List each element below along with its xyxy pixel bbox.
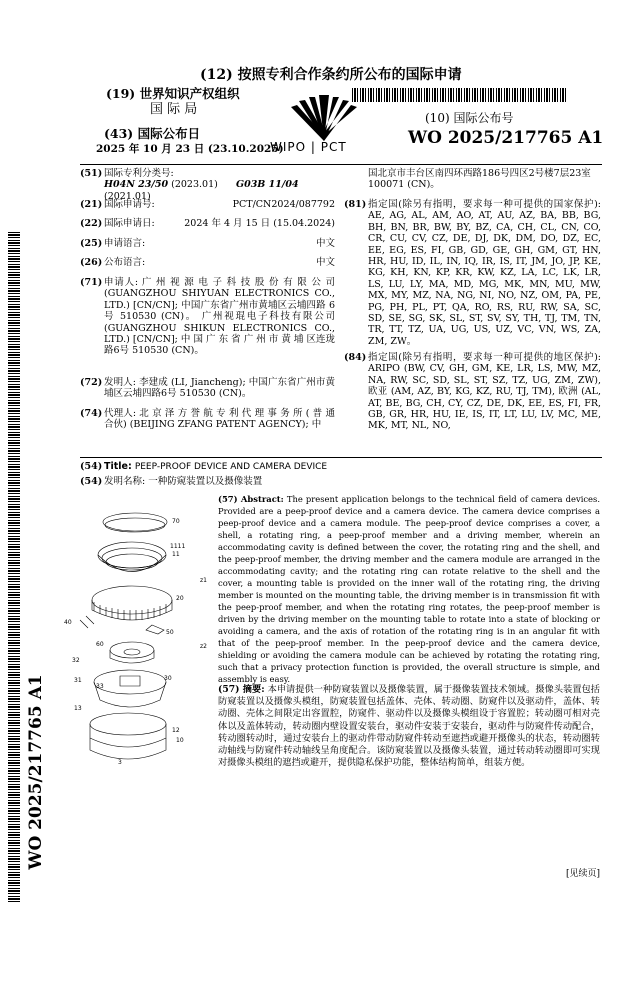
drawing-label: 33 bbox=[96, 683, 104, 690]
drawing-label: 12 bbox=[172, 727, 180, 734]
abstract-zh-text: 本申请提供一种防窥装置以及摄像装置，属于摄像装置技术领域。摄像头装置包括防窥装置以及摄像头模组，防窥装置包括盖体、壳体、转动圈、防窥件以及驱动件，盖体、转动圈、壳体之间限定出容置腔，防窥件、驱动件以及摄像头模组设于容置腔；转动圈可相对壳体以及盖体转动，转动圈内壁设置安装台，驱动件安装于安装台，驱动件与防窥件传动配合，转动圈转动时，通过安装台上的驱动件带动防窥件转动至遮挡或避开摄像头的状态，转动圈转动轴线与防窥件转动轴线呈角度配合。该防窥装置以及摄像头装置，通过转动转动圈即可实现对摄像头模组的遮挡或避开，提供隐私保护功能，整体结构简单，组装方便。 bbox=[218, 684, 600, 769]
org-name: (19) 世界知识产权组织 bbox=[106, 86, 240, 101]
drawing-label: 40 bbox=[64, 619, 72, 626]
field-number: (26) bbox=[80, 257, 103, 268]
field-label: 国际申请日: bbox=[104, 218, 155, 229]
side-pubno: WO 2025/217765 A1 bbox=[26, 674, 46, 870]
pubdate-value: 2025 年 10 月 23 日 (23.10.2025) bbox=[96, 143, 284, 155]
drawing-label: 30 bbox=[164, 675, 172, 682]
ipc-class-1: H04N 23/50 bbox=[104, 179, 169, 191]
filing-language: 中文 bbox=[315, 238, 335, 249]
field-54-title-zh bbox=[80, 476, 600, 487]
barcode-side bbox=[8, 232, 20, 902]
drawing-label: z2 bbox=[200, 643, 207, 650]
abstract-en-label: (57) Abstract: bbox=[218, 494, 284, 504]
field-81 bbox=[344, 199, 601, 347]
field-number: (21) bbox=[80, 199, 103, 210]
designated-regions: 指定国(除另有指明，要求每一种可提供的地区保护): ARIPO (BW, CV, GH, GM, KE, LR, LS, MW, MZ, NA, RW, SC, SD, SL, ST, SZ, TZ, UG, ZM, ZW), 欧亚 (AM, AZ, BY, KG, KZ, RU, TJ, TM), 欧洲 (AL, AT, BE, BG, CH, CY, CZ, DE, DK, EE, ES, FI, FR, GB, GR, HR, HU, IE, IS, IT, LT, LU, LV, MC, ME, MK, MT, NL, NO, bbox=[368, 352, 601, 432]
application-number: PCT/CN2024/087792 bbox=[232, 199, 335, 210]
field-label: 申请语言: bbox=[104, 238, 146, 249]
drawing-label: z1 bbox=[200, 577, 207, 584]
field-51 bbox=[80, 168, 335, 202]
drawing-label: 31 bbox=[74, 677, 82, 684]
field-74-continued: 国北京市丰台区南四环西路186号四区2号楼7层23室 100071 (CN)。 bbox=[368, 168, 591, 191]
title-zh: 一种防窥装置以及摄像装置 bbox=[148, 476, 263, 487]
pubdate-label: (43) 国际公布日 bbox=[104, 126, 201, 141]
pubno-value: WO 2025/217765 A1 bbox=[408, 128, 604, 148]
field-number: (51) bbox=[80, 168, 103, 179]
field-25 bbox=[80, 238, 335, 249]
drawing-label: 11 bbox=[172, 551, 180, 558]
field-number: (25) bbox=[80, 238, 103, 249]
ipc-date-2: (2021.01) bbox=[104, 190, 151, 202]
field-label: Title: bbox=[104, 461, 132, 472]
abstract-zh-label: (57) 摘要: bbox=[218, 684, 265, 695]
exploded-view-drawing bbox=[60, 510, 210, 770]
drawing-label: 13 bbox=[74, 705, 82, 712]
ipc-date-1: (2023.01) bbox=[171, 179, 218, 191]
pubno-label: (10) 国际公布号 bbox=[425, 111, 514, 125]
field-label: 发明名称: bbox=[104, 476, 146, 487]
field-number: (71) bbox=[80, 277, 103, 288]
title-en: PEEP-PROOF DEVICE AND CAMERA DEVICE bbox=[134, 462, 328, 472]
abstract-en-text: The present application belongs to the technical field of camera devices. Provided are a peep-proof device and a camera device. The camera device comprises a peep-proof device and a camera module. The peep-proof device comprises a cover, a shell, a rotating ring, a peep-proof member and a driving member, wherein an accommodating cavity is defined between the cover, the rotating ring and the shell, and the peep-proof member, the driving member and the camera module are arranged in the accommodating cavity; and the rotating ring can rotate relative to the shell and the cover, a mounting table is provided on the inner wall of the rotating ring, the driving member is mounted on the mounting table, the driving member is in transmission fit with the peep-proof member, and when the rotating ring rotates, the peep-proof member is driven by the driving member on the mounting table to rotate into a state of blocking or avoiding a camera, and the axis of rotation of the rotating ring is in an angular fit with that of the peep-proof member. In the peep-proof device and the camera device, shielding or avoiding the camera module can be achieved by rotating the rotating ring, such that a privacy protection function is provided, the overall structure is simple, and assembly is easy. bbox=[218, 494, 600, 684]
field-71 bbox=[80, 277, 335, 357]
publication-language: 中文 bbox=[315, 257, 335, 268]
field-72 bbox=[80, 377, 335, 400]
field-number: (72) bbox=[80, 377, 103, 388]
drawing-label: 50 bbox=[166, 629, 174, 636]
drawing-label: 10 bbox=[176, 737, 184, 744]
header-rule bbox=[80, 164, 602, 165]
drawing-label: 20 bbox=[176, 595, 184, 602]
agent: 代理人: 北 京 泽 方 誉 航 专 利 代 理 事 务 所 ( 普 通合伙) (BEIJING ZFANG PATENT AGENCY); 中 bbox=[104, 408, 335, 431]
document-title: (12) 按照专利合作条约所公布的国际申请 bbox=[200, 67, 462, 83]
drawing-label: 32 bbox=[72, 657, 80, 664]
field-label: 国际申请号: bbox=[104, 199, 155, 210]
field-84 bbox=[344, 352, 601, 432]
org-sub: 国 际 局 bbox=[150, 102, 198, 117]
ipc-class-2: G03B 11/04 bbox=[235, 179, 299, 191]
drawing-label: 3 bbox=[118, 759, 122, 766]
abstract-zh bbox=[218, 684, 600, 769]
field-label: 公布语言: bbox=[104, 257, 146, 268]
filing-date: 2024 年 4 月 15 日 (15.04.2024) bbox=[184, 218, 335, 229]
drawing-label: 70 bbox=[172, 518, 180, 525]
field-number: (54) bbox=[80, 461, 103, 472]
wipo-pct-logo-text: WIPO | PCT bbox=[270, 140, 347, 154]
drawing-label: 1111 bbox=[170, 543, 186, 550]
field-number: (74) bbox=[80, 408, 103, 419]
field-21 bbox=[80, 199, 335, 210]
field-26 bbox=[80, 257, 335, 268]
field-number: (54) bbox=[80, 476, 103, 487]
field-74 bbox=[80, 408, 335, 431]
field-label: 国际专利分类号: bbox=[104, 168, 174, 179]
designated-states: 指定国(除另有指明，要求每一种可提供的国家保护): AE, AG, AL, AM, AO, AT, AU, AZ, BA, BB, BG, BH, BN, BR, BW, BY, BZ, CA, CH, CL, CN, CO, CR, CU, CV, CZ, DE, DJ, DK, DM, DO, DZ, EC, EE, EG, ES, FI, GB, GD, GE, GH, GM, GT, HN, HR, HU, ID, IL, IN, IQ, IR, IS, IT, JM, JO, JP, KE, KG, KH, KN, KP, KR, KW, KZ, LA, LC, LK, LR, LS, LU, LY, MA, MD, MG, MK, MN, MU, MW, MX, MY, MZ, NA, NG, NI, NO, NZ, OM, PA, PE, PG, PH, PL, PT, QA, RO, RS, RU, RW, SA, SC, SD, SE, SG, SK, SL, ST, SV, SY, TH, TJ, TM, TN, TR, TT, TZ, UA, UG, US, UZ, VC, VN, WS, ZA, ZM, ZW。 bbox=[368, 199, 601, 347]
biblio-rule bbox=[80, 457, 602, 458]
field-number: (22) bbox=[80, 218, 103, 229]
field-54-title bbox=[80, 461, 600, 473]
inventors: 发明人: 李建成 (LI, Jiancheng); 中国广东省广州市黄埔区云埔四路6号 510530 (CN)。 bbox=[104, 377, 335, 400]
field-number: (84) bbox=[344, 352, 367, 363]
field-22 bbox=[80, 218, 335, 229]
abstract-en bbox=[218, 493, 600, 685]
drawing-label: 60 bbox=[96, 641, 104, 648]
field-number: (81) bbox=[344, 199, 367, 210]
continued-note: [见续页] bbox=[565, 869, 600, 879]
barcode-top bbox=[352, 88, 566, 102]
applicants: 申请人: 广 州 视 源 电 子 科 技 股 份 有 限 公 司 (GUANGZHOU SHIYUAN ELECTRONICS CO., LTD.) [CN/CN]; 中国广东省广州市黄埔区云埔四路 6 号 510530 (CN)。 广州视琨电子科技有限公司(GUANGZHOU SHIKUN ELECTRONICS CO., LTD.) [CN/CN]; 中 国 广 东 省 广 州 市 黄 埔 区连珑路6号 510530 (CN)。 bbox=[104, 277, 335, 357]
